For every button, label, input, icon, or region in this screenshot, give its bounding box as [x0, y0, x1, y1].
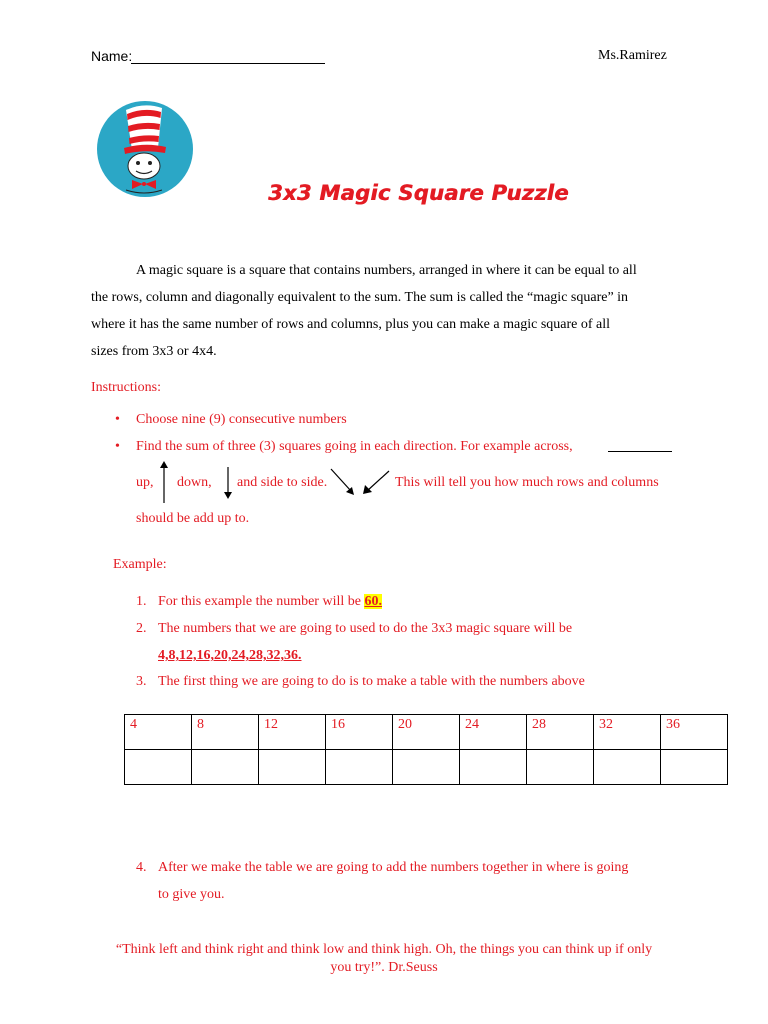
example-item-1	[158, 594, 382, 610]
table-cell-empty	[460, 750, 527, 785]
direction-explanation: This will tell you how much rows and columns	[395, 475, 659, 490]
across-line-icon	[608, 451, 672, 452]
instruction-bullet-2-continued: should be add up to.	[136, 511, 250, 526]
example-item-1-text: For this example the number will be	[158, 594, 365, 609]
table-cell: 28	[527, 715, 594, 750]
highlighted-number: 60.	[364, 594, 382, 609]
example-item-number: 3.	[136, 674, 147, 689]
cat-in-the-hat-logo	[96, 100, 194, 198]
example-item-number: 4.	[136, 860, 147, 875]
arrow-up-icon	[158, 460, 170, 504]
bullet-icon: •	[115, 412, 120, 427]
example-item-4: After we make the table we are going to add the numbers together in where is going	[158, 860, 629, 875]
table-cell-empty	[192, 750, 259, 785]
table-cell-empty	[259, 750, 326, 785]
table-cell: 8	[192, 715, 259, 750]
direction-up-label: up,	[136, 475, 154, 490]
example-item-number: 1.	[136, 594, 147, 609]
example-item-3: The first thing we are going to do is to make a table with the numbers above	[158, 674, 585, 689]
table-cell: 24	[460, 715, 527, 750]
intro-line-2: the rows, column and diagonally equivalent to the sum. The sum is called the “magic square” in	[91, 290, 629, 305]
arrow-diagonal-down-right-icon	[330, 468, 356, 496]
arrow-down-icon	[222, 466, 234, 500]
direction-down-label: down,	[177, 475, 212, 490]
teacher-name: Ms.Ramirez	[598, 48, 667, 63]
direction-side-label: and side to side.	[237, 475, 328, 490]
table-cell: 16	[326, 715, 393, 750]
instructions-heading: Instructions:	[91, 380, 161, 395]
table-row	[125, 715, 728, 750]
table-cell: 12	[259, 715, 326, 750]
number-sequence: 4,8,12,16,20,24,28,32,36.	[158, 648, 302, 663]
intro-line-4: sizes from 3x3 or 4x4.	[91, 344, 217, 359]
intro-line-3: where it has the same number of rows and columns, plus you can make a magic square of all	[91, 317, 611, 332]
example-item-number: 2.	[136, 621, 147, 636]
bullet-icon: •	[115, 439, 120, 454]
instruction-bullet-1: Choose nine (9) consecutive numbers	[136, 412, 347, 427]
name-blank-line	[131, 63, 325, 64]
table-cell: 32	[594, 715, 661, 750]
table-cell: 4	[125, 715, 192, 750]
example-heading: Example:	[113, 557, 167, 572]
example-item-4-continued: to give you.	[158, 887, 225, 902]
name-label: Name:	[91, 48, 133, 64]
arrow-diagonal-down-left-icon	[362, 470, 390, 496]
instruction-bullet-2: Find the sum of three (3) squares going in each direction. For example across,	[136, 439, 573, 454]
quote-line-1: “Think left and think right and think low and think high. Oh, the things you can think up if only	[115, 942, 653, 957]
table-cell-empty	[326, 750, 393, 785]
table-row	[125, 750, 728, 785]
intro-line-1: A magic square is a square that contains numbers, arranged in where it can be equal to all	[136, 263, 637, 278]
table-cell: 36	[661, 715, 728, 750]
numbers-table	[124, 714, 728, 785]
quote-line-2: you try!”. Dr.Seuss	[330, 960, 438, 975]
table-cell-empty	[594, 750, 661, 785]
example-item-2: The numbers that we are going to used to do the 3x3 magic square will be	[158, 621, 573, 636]
table-cell-empty	[661, 750, 728, 785]
table-cell: 20	[393, 715, 460, 750]
page-title: 3x3 Magic Square Puzzle	[268, 181, 569, 205]
table-cell-empty	[125, 750, 192, 785]
table-cell-empty	[393, 750, 460, 785]
table-cell-empty	[527, 750, 594, 785]
